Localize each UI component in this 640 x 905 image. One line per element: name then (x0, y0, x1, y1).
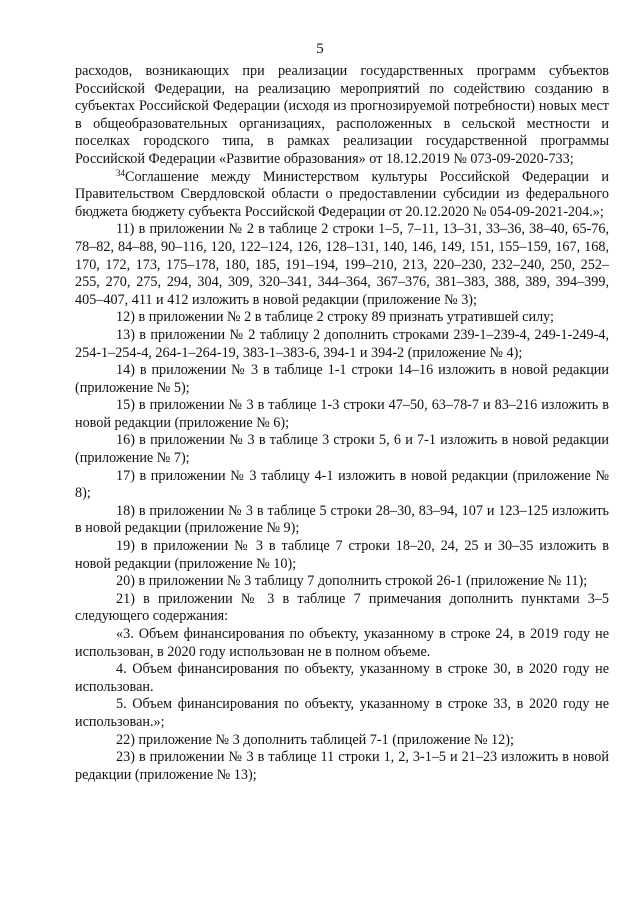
paragraph-item-19: 19) в приложении № 3 в таблице 7 строки 18–20, 24, 25 и 30–35 изложить в новой редакции (приложение № 10); (75, 538, 609, 572)
paragraph-item-17: 17) в приложении № 3 таблицу 4-1 изложить в новой редакции (приложение № 8); (75, 467, 609, 502)
paragraph-continuation: расходов, возникающих при реализации государственных программ субъектов Российской Федерации, на реализацию мероприятий по содействию созданию в субъектах Российской Федерации (исходя из прогнозируемой потребности) новых мест в общеобразовательных организациях, расположенных в сельской местности и поселках городского типа, в рамках реализации государственной программы Российской Федерации «Развитие образования» от 18.12.2019 № 073-09-2020-733; (75, 63, 609, 167)
paragraph-item-23: 23) в приложении № 3 в таблице 11 строки 1, 2, 3-1–5 и 21–23 изложить в новой редакции (приложение № 13); (75, 749, 609, 783)
paragraph-item-18: 18) в приложении № 3 в таблице 5 строки 28–30, 83–94, 107 и 123–125 изложить в новой редакции (приложение № 9); (75, 502, 609, 537)
page-number: 5 (316, 41, 324, 57)
footnote-marker: 34 (116, 167, 125, 178)
paragraph-footnote-34 (75, 169, 609, 222)
paragraph-item-20: 20) в приложении № 3 таблицу 7 дополнить строкой 26-1 (приложение № 11); (116, 573, 588, 590)
paragraph-item-15: 15) в приложении № 3 в таблице 1-3 строки 47–50, 63–78-7 и 83–216 изложить в новой редакции (приложение № 6); (75, 397, 609, 431)
footnote-text: Соглашение между Министерством культуры Российской Федерации и Правительством Свердловской области о предоставлении субсидии из федерального бюджета бюджету субъекта Российской Федерации от 20.12.2020 № 054-09-2021-204.»; (75, 168, 609, 220)
paragraph-item-13: 13) в приложении № 2 таблицу 2 дополнить строками 239-1–239-4, 249-1-249-4, 254-1–254-4, 264-1–264-19, 383-1–383-6, 394-1 и 394-2 (приложение № 4); (75, 326, 609, 361)
paragraph-item-14: 14) в приложении № 3 в таблице 1-1 строки 14–16 изложить в новой редакции (приложение № 5); (75, 362, 609, 396)
paragraph-note-3: «3. Объем финансирования по объекту, указанному в строке 24, в 2019 году не использован, в 2020 году использован не в полном объеме. (75, 626, 609, 660)
paragraph-item-11: 11) в приложении № 2 в таблице 2 строки 1–5, 7–11, 13–31, 33–36, 38–40, 65-76, 78–82, 84–88, 90–116, 120, 122–124, 126, 128–131, 140, 146, 149, 151, 155–159, 167, 168, 170, 172, 173, 175–178, 180, 185, 191–194, 199–210, 213, 220–230, 232–240, 250, 252–255, 270, 275, 294, 304, 309, 320–341, 344–364, 367–376, 381–383, 388, 389, 394–399, 405–407, 411 и 412 изложить в новой редакции (приложение № 3); (75, 221, 609, 308)
paragraph-item-21: 21) в приложении № 3 в таблице 7 примечания дополнить пунктами 3–5 следующего содержания: (75, 590, 609, 625)
paragraph-note-5: 5. Объем финансирования по объекту, указанному в строке 33, в 2020 году не использован.»; (75, 696, 609, 730)
paragraph-item-16: 16) в приложении № 3 в таблице 3 строки 5, 6 и 7-1 изложить в новой редакции (приложение № 7); (75, 432, 609, 467)
paragraph-item-12: 12) в приложении № 2 в таблице 2 строку 89 признать утратившей силу; (116, 309, 555, 326)
paragraph-item-22: 22) приложение № 3 дополнить таблицей 7-1 (приложение № 12); (116, 731, 514, 748)
document-body (75, 63, 609, 784)
paragraph-note-4: 4. Объем финансирования по объекту, указанному в строке 30, в 2020 году не использован. (75, 661, 609, 695)
